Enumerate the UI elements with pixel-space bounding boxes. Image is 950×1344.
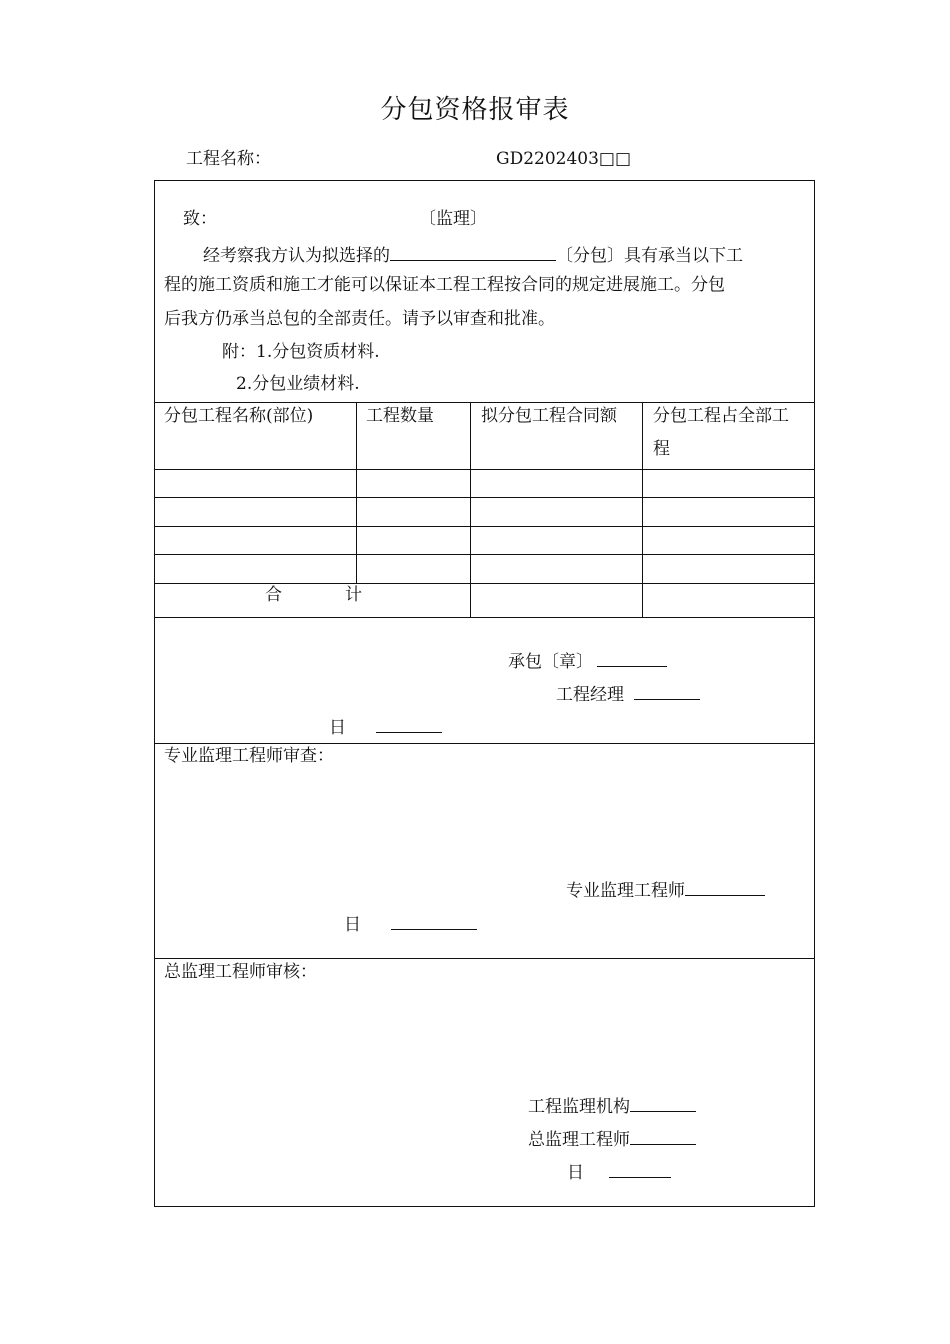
manager-label: 工程经理 <box>556 685 624 705</box>
chief-sign-blank <box>630 1128 696 1145</box>
to-label: 致： <box>183 209 217 229</box>
rule <box>356 402 357 584</box>
specialist-sign <box>566 879 765 900</box>
form-frame <box>154 180 815 1207</box>
rule <box>154 958 815 959</box>
seal-blank <box>597 650 667 667</box>
to-party: 〔监理〕 <box>419 209 487 229</box>
rule <box>154 469 815 470</box>
attachment-2: 2.分包业绩材料. <box>236 374 360 394</box>
intro-line-3: 后我方仍承当总包的全部责任。请予以审查和批准。 <box>164 309 555 329</box>
rule <box>154 743 815 744</box>
subcontractor-blank <box>390 244 556 261</box>
date-label: 日 <box>344 915 361 935</box>
rule <box>642 402 643 618</box>
total-label-a: 合 <box>265 585 282 605</box>
contractor-date <box>329 716 442 737</box>
form-code: GD2202403□□ <box>496 149 632 169</box>
specialist-date <box>344 913 477 934</box>
col-share-b: 程 <box>653 439 670 459</box>
rule <box>154 497 815 498</box>
chief-heading: 总监理工程师审核： <box>164 962 317 982</box>
specialist-sign-blank <box>685 879 765 896</box>
intro-line-2: 程的施工资质和施工才能可以保证本工程工程按合同的规定进展施工。分包 <box>164 275 725 295</box>
rule <box>154 554 815 555</box>
intro-text: 〔分包〕具有承当以下工 <box>556 246 743 266</box>
page-title: 分包资格报审表 <box>380 95 570 125</box>
org-blank <box>630 1095 696 1112</box>
date-blank <box>391 913 477 930</box>
specialist-heading: 专业监理工程师审查： <box>164 746 334 766</box>
total-label-b: 计 <box>345 585 362 605</box>
col-subcontract-name: 分包工程名称(部位) <box>164 406 314 426</box>
col-contract-amount: 拟分包工程合同额 <box>481 406 617 426</box>
rule <box>470 402 471 618</box>
manager-blank <box>634 683 700 700</box>
rule <box>154 526 815 527</box>
date-blank <box>609 1161 671 1178</box>
project-manager <box>556 683 700 704</box>
intro-text: 经考察我方认为拟选择的 <box>203 246 390 266</box>
rule <box>154 583 815 584</box>
date-label: 日 <box>567 1163 584 1183</box>
rule <box>154 402 815 403</box>
seal-label: 承包〔章〕 <box>508 652 593 672</box>
date-blank <box>376 716 442 733</box>
col-share-a: 分包工程占全部工 <box>653 406 789 426</box>
intro-line-1 <box>203 244 743 265</box>
attachment-1: 附：1.分包资质材料. <box>222 342 380 362</box>
project-name-label: 工程名称： <box>186 149 271 169</box>
org-label: 工程监理机构 <box>528 1097 630 1117</box>
date-label: 日 <box>329 718 346 738</box>
col-quantity: 工程数量 <box>366 406 434 426</box>
supervision-org <box>528 1095 696 1116</box>
chief-date <box>567 1161 671 1182</box>
chief-sign-label: 总监理工程师 <box>528 1130 630 1150</box>
rule <box>154 617 815 618</box>
contractor-seal <box>508 650 667 671</box>
chief-sign <box>528 1128 696 1149</box>
specialist-sign-label: 专业监理工程师 <box>566 881 685 901</box>
